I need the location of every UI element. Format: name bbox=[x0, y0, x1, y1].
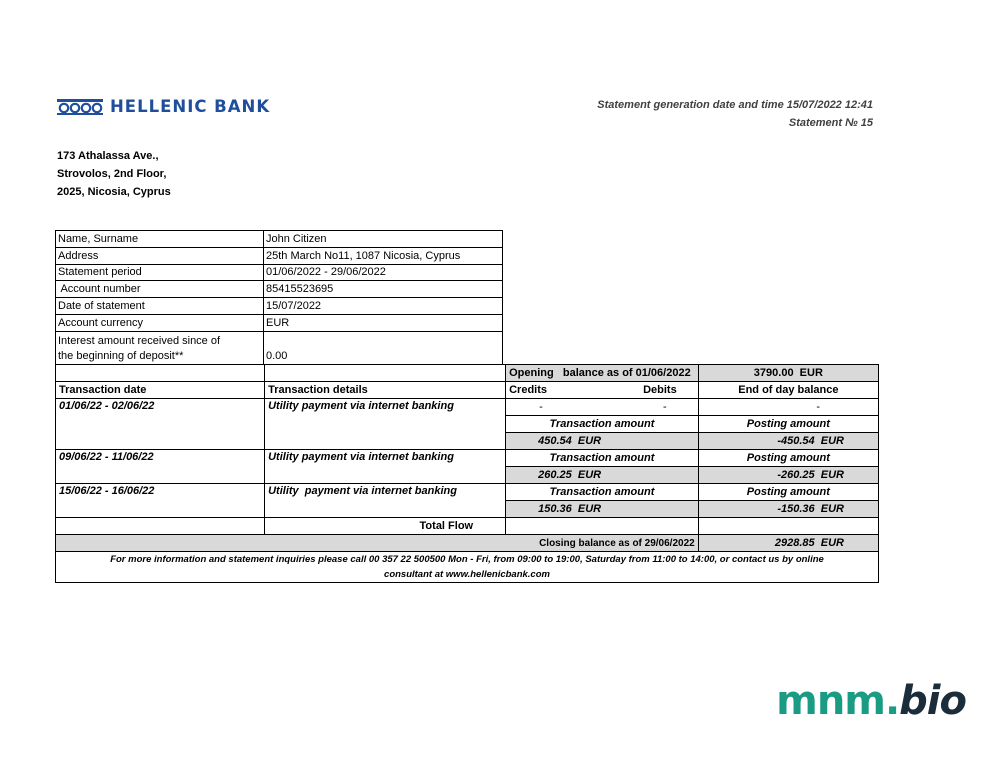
header-end-of-day-balance: End of day balance bbox=[698, 382, 878, 399]
info-row bbox=[56, 231, 503, 248]
bank-address-line: 173 Athalassa Ave., bbox=[57, 150, 159, 162]
posting-amount: -150.36 EUR bbox=[698, 501, 878, 518]
watermark-part: mnm. bbox=[776, 678, 900, 724]
watermark bbox=[776, 678, 966, 724]
interest-label-line: Interest amount received since of bbox=[58, 334, 221, 347]
bank-name: HELLENIC BANK bbox=[110, 97, 271, 116]
info-value: 01/06/2022 - 29/06/2022 bbox=[264, 264, 503, 281]
info-row bbox=[56, 247, 503, 264]
footer-info bbox=[56, 552, 879, 583]
info-label: Account number bbox=[56, 281, 264, 298]
transaction-amount-label: Transaction amount bbox=[506, 450, 699, 467]
info-value: 15/07/2022 bbox=[264, 298, 503, 315]
info-row bbox=[56, 281, 503, 298]
empty-cell bbox=[506, 518, 699, 535]
header-credits: Credits bbox=[509, 383, 548, 396]
total-flow-row bbox=[56, 518, 879, 535]
table-row bbox=[56, 399, 879, 416]
info-label: Statement period bbox=[56, 264, 264, 281]
empty-cell bbox=[56, 518, 265, 535]
info-row bbox=[56, 264, 503, 281]
total-flow-label: Total Flow bbox=[265, 518, 506, 535]
empty-cell bbox=[265, 365, 506, 382]
info-row bbox=[56, 314, 503, 331]
transaction-details: Utility payment via internet banking bbox=[265, 450, 506, 484]
credits-debits-placeholder bbox=[506, 399, 699, 416]
hellenic-bank-logo-icon bbox=[56, 98, 104, 116]
debits-placeholder: - bbox=[663, 400, 667, 413]
bank-address-line: Strovolos, 2nd Floor, bbox=[57, 168, 167, 180]
transaction-details: Utility payment via internet banking bbox=[265, 399, 506, 450]
transaction-date: 15/06/22 - 16/06/22 bbox=[56, 484, 265, 518]
info-value: 25th March No11, 1087 Nicosia, Cyprus bbox=[264, 247, 503, 264]
info-label: Account currency bbox=[56, 314, 264, 331]
footer-line: consultant at www.hellenicbank.com bbox=[384, 569, 550, 580]
header-transaction-date: Transaction date bbox=[56, 382, 265, 399]
header-row bbox=[56, 382, 879, 399]
closing-balance-value: 2928.85 EUR bbox=[698, 535, 878, 552]
statement-meta bbox=[597, 96, 873, 132]
info-label: Address bbox=[56, 247, 264, 264]
transaction-date: 01/06/22 - 02/06/22 bbox=[56, 399, 265, 450]
posting-amount-label: Posting amount bbox=[698, 450, 878, 467]
transaction-amount: 150.36 EUR bbox=[506, 501, 699, 518]
table-row bbox=[56, 450, 879, 467]
info-label: Date of statement bbox=[56, 298, 264, 315]
transaction-details: Utility payment via internet banking bbox=[265, 484, 506, 518]
transactions-table bbox=[55, 364, 879, 583]
interest-value: 0.00 bbox=[264, 331, 503, 364]
opening-row bbox=[56, 365, 879, 382]
interest-label-line: the beginning of deposit** bbox=[58, 349, 184, 362]
header-credits-debits bbox=[506, 382, 699, 399]
watermark-part: bio bbox=[899, 678, 966, 724]
empty-cell bbox=[698, 518, 878, 535]
info-value: EUR bbox=[264, 314, 503, 331]
info-value: 85415523695 bbox=[264, 281, 503, 298]
opening-balance-label: Opening balance as of 01/06/2022 bbox=[506, 365, 699, 382]
bank-address-line: 2025, Nicosia, Cyprus bbox=[57, 186, 171, 198]
closing-row bbox=[56, 535, 879, 552]
transaction-amount-label: Transaction amount bbox=[506, 416, 699, 433]
generation-date: Statement generation date and time 15/07/2022 12:41 bbox=[597, 99, 873, 111]
footer-row bbox=[56, 552, 879, 583]
transaction-amount-label: Transaction amount bbox=[506, 484, 699, 501]
header-transaction-details: Transaction details bbox=[265, 382, 506, 399]
info-label: Name, Surname bbox=[56, 231, 264, 248]
header-debits: Debits bbox=[643, 383, 677, 396]
statement-number: Statement № 15 bbox=[788, 117, 873, 129]
table-row bbox=[56, 484, 879, 501]
posting-amount-label: Posting amount bbox=[698, 484, 878, 501]
opening-balance-value: 3790.00 EUR bbox=[698, 365, 878, 382]
transaction-amount: 450.54 EUR bbox=[506, 433, 699, 450]
closing-balance-label: Closing balance as of 29/06/2022 bbox=[56, 535, 699, 552]
transaction-amount: 260.25 EUR bbox=[506, 467, 699, 484]
bank-logo bbox=[56, 97, 270, 116]
footer-line: For more information and statement inquiries please call 00 357 22 500500 Mon - Fri, from 09:00 to 19:00, Saturday from 11:00 to 14:00, or contact us by online bbox=[110, 554, 824, 565]
balance-placeholder: - bbox=[698, 399, 878, 416]
customer-info-table bbox=[55, 230, 503, 365]
info-row bbox=[56, 331, 503, 364]
credits-placeholder: - bbox=[539, 400, 543, 413]
info-value: John Citizen bbox=[264, 231, 503, 248]
interest-label bbox=[56, 331, 264, 364]
bank-address bbox=[57, 147, 171, 201]
info-row bbox=[56, 298, 503, 315]
posting-amount-label: Posting amount bbox=[698, 416, 878, 433]
transaction-date: 09/06/22 - 11/06/22 bbox=[56, 450, 265, 484]
posting-amount: -450.54 EUR bbox=[698, 433, 878, 450]
empty-cell bbox=[56, 365, 265, 382]
posting-amount: -260.25 EUR bbox=[698, 467, 878, 484]
